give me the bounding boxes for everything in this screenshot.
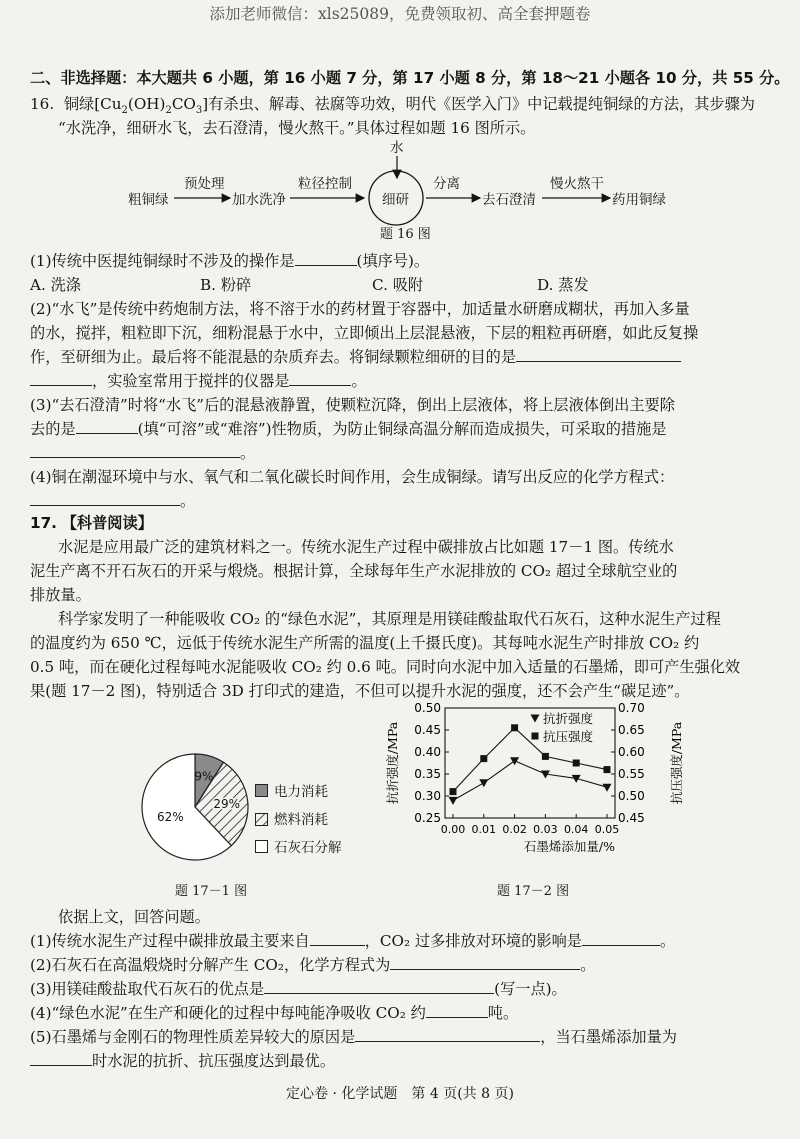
left-tick-label: 0.30 [414,789,441,803]
page-footer: 定心卷 · 化学试题 第 4 页(共 8 页) [286,1086,514,1102]
answer-blank[interactable] [295,250,357,266]
answer-blank[interactable] [289,370,351,386]
q17-q5-line2: 时水泥的抗折、抗压强度达到最优。 [30,1050,780,1072]
x-tick-label: 0.04 [563,823,589,836]
answer-blank[interactable] [426,1002,488,1018]
option-b: B. 粉碎 [200,276,252,294]
q17-q3: (3)用镁硅酸盐取代石灰石的优点是 (写一点)。 [30,980,567,998]
right-tick-label: 0.45 [618,811,645,825]
answer-blank[interactable] [582,930,660,946]
x-tick-label: 0.01 [471,823,497,836]
point-flexural [449,797,458,805]
fig17-2-caption: 题 17－2 图 [497,884,570,899]
flow-step-2: 加水洗净 [232,192,286,208]
pie-chart [140,752,250,862]
point-compressive [480,755,487,762]
answer-blank[interactable] [76,418,138,434]
x-tick-label: 0.03 [533,823,558,836]
q17-q1: (1)传统水泥生产过程中碳排放最主要来自 ，CO₂ 过多排放对环境的影响是 。 [30,932,676,950]
answer-blank[interactable] [264,978,494,994]
q16-part1: (1)传统中医提纯铜绿时不涉及的操作是 (填序号)。 [30,252,430,270]
point-compressive [573,760,580,767]
q17-para2-line1: 科学家发明了一种能吸收 CO₂ 的“绿色水泥”，其原理是用镁硅酸盐取代石灰石，这种水泥生产过程 [58,610,721,628]
q16-part2-line3: 作，至研细为止。最后将不能混悬的杂质弃去。将铜绿颗粒细研的目的是 [30,346,780,368]
flow-water-label: 水 [390,140,404,156]
x-tick-label: 0.05 [594,823,620,836]
q16-part4-answer: 。 [30,490,780,512]
point-compressive [450,788,457,795]
legend-label-flexural: 抗折强度 [543,711,594,726]
point-flexural [510,757,519,765]
q17-heading: 17. 【科普阅读】 [30,514,153,532]
right-tick-label: 0.70 [618,701,645,715]
q16-part2-line1: (2)“水飞”是传统中药炮制方法，将不溶于水的药材置于容器中，加适量水研磨成糊状，再加入多量 [30,300,690,318]
q16-intro-line2: “水洗净，细研水飞，去石澄清，慢火熬干。”具体过程如题 16 图所示。 [58,119,536,137]
flow-step-3: 细研 [382,192,409,208]
q16-part3-line1: (3)“去石澄清”时将“水飞”后的混悬液静置，使颗粒沉降，倒出上层液体，将上层液体倒出主要除 [30,396,675,414]
flow-arrow-label-2: 粒径控制 [298,176,352,192]
answer-blank[interactable] [30,442,240,458]
legend-item-limestone: 石灰石分解 [255,836,342,856]
fig17-1-caption: 题 17－1 图 [175,884,248,899]
right-tick-label: 0.50 [618,789,645,803]
left-tick-label: 0.50 [414,701,441,715]
q16-part2-line4: ，实验室常用于搅拌的仪器是 。 [30,370,780,392]
point-flexural [479,779,488,787]
left-tick-label: 0.45 [414,723,441,737]
flow-step-5: 药用铜绿 [612,192,666,208]
point-compressive [542,753,549,760]
legend-item-electricity: 电力消耗 [255,780,328,800]
answer-blank[interactable] [390,954,580,970]
legend-marker-flexural [531,715,540,723]
x-axis-label: 石墨烯添加量/% [523,839,615,854]
q16-part3-line2: 去的是 (填“可溶”或“难溶”)性物质，为防止铜绿高温分解而造成损失，可采取的措施是 [30,420,667,438]
right-tick-label: 0.65 [618,723,645,737]
q17-q2: (2)石灰石在高温煅烧时分解产生 CO₂，化学方程式为 。 [30,956,596,974]
legend-label-compressive: 抗压强度 [543,729,594,744]
watermark-text: 添加老师微信：xls25089，免费领取初、高全套押题卷 [209,5,591,23]
left-tick-label: 0.40 [414,745,441,759]
flow-arrow-label-3: 分离 [433,176,460,192]
point-compressive [604,766,611,773]
option-c: C. 吸附 [372,276,424,294]
left-tick-label: 0.35 [414,767,441,781]
right-tick-label: 0.60 [618,745,645,759]
legend-marker-compressive [532,733,539,740]
pie-value-label: 62% [157,809,184,824]
flow-caption: 题 16 图 [380,227,431,242]
q16-intro-line1: 16. 铜绿$[Cu_2(OH)_2CO_3]$有杀虫、解毒、祛腐等功效，明代《医学入门》中记载提纯铜绿的方法，其步骤为 [30,95,755,117]
q16-part4: (4)铜在潮湿环境中与水、氧气和二氧化碳长时间作用，会生成铜绿。请写出反应的化学方程式： [30,468,675,486]
answer-blank[interactable] [30,1050,92,1066]
q17-para1-line1: 水泥是应用最广泛的建筑材料之一。传统水泥生产过程中碳排放占比如题 17－1 图。传统水 [58,538,674,556]
pie-value-label: 9% [194,769,214,784]
point-compressive [511,724,518,731]
q17-q5-line1: (5)石墨烯与金刚石的物理性质差异较大的原因是 ，当石墨烯添加量为 [30,1028,677,1046]
point-flexural [603,784,612,792]
flow-step-4: 去石澄清 [482,192,536,208]
q17-para2-line4: 果(题 17－2 图)，特别适合 3D 打印式的建造，不但可以提升水泥的强度，还不会产生“碳足迹”。 [30,682,690,700]
x-tick-label: 0.00 [440,823,466,836]
q17-lead: 依据上文，回答问题。 [58,908,210,926]
q16-part3-line3: 。 [30,442,780,464]
answer-blank[interactable] [30,490,180,506]
q17-para1-line2: 泥生产离不开石灰石的开采与煅烧。根据计算，全球每年生产水泥排放的 CO₂ 超过全球航空业的 [30,562,678,580]
q17-q4: (4)“绿色水泥”在生产和硬化的过程中每吨能净吸收 CO₂ 约 吨。 [30,1004,519,1022]
answer-blank[interactable] [355,1026,540,1042]
right-axis-label: 抗压强度/MPa [669,721,684,805]
flow-arrow-label-4: 慢火熬干 [550,176,604,192]
answer-blank[interactable] [516,346,681,362]
flow-step-1: 粗铜绿 [128,192,169,208]
option-a: A. 洗涤 [30,276,81,294]
answer-blank[interactable] [310,930,365,946]
option-d: D. 蒸发 [537,276,589,294]
right-tick-label: 0.55 [618,767,645,781]
line-chart [385,700,705,880]
flow-arrow-label-1: 预处理 [184,176,225,192]
q16-part2-line2: 的水，搅拌，粗粒即下沉，细粉混悬于水中，立即倾出上层混悬液，下层的粗粒再研磨，如此反复操 [30,324,699,342]
q17-para2-line3: 0.5 吨，而在硬化过程每吨水泥能吸收 CO₂ 约 0.6 吨。同时向水泥中加入适量的石墨烯，即可产生强化效 [30,658,741,676]
q17-para1-line3: 排放量。 [30,586,91,604]
x-tick-label: 0.02 [502,823,527,836]
section-title: 二、非选择题：本大题共 6 小题，第 16 小题 7 分，第 17 小题 8 分，第 18～21 小题各 10 分，共 55 分。 [30,69,790,87]
answer-blank[interactable] [30,370,92,386]
pie-value-label: 29% [213,797,240,812]
legend-item-fuel: 燃料消耗 [255,808,328,828]
left-axis-label: 抗折强度/MPa [385,721,400,805]
q16-flow-diagram [110,138,710,243]
left-tick-label: 0.25 [414,811,441,825]
q17-para2-line2: 的温度约为 650 ℃，远低于传统水泥生产所需的温度(上千摄氏度)。其每吨水泥生产时排放 CO₂ 约 [30,634,700,652]
